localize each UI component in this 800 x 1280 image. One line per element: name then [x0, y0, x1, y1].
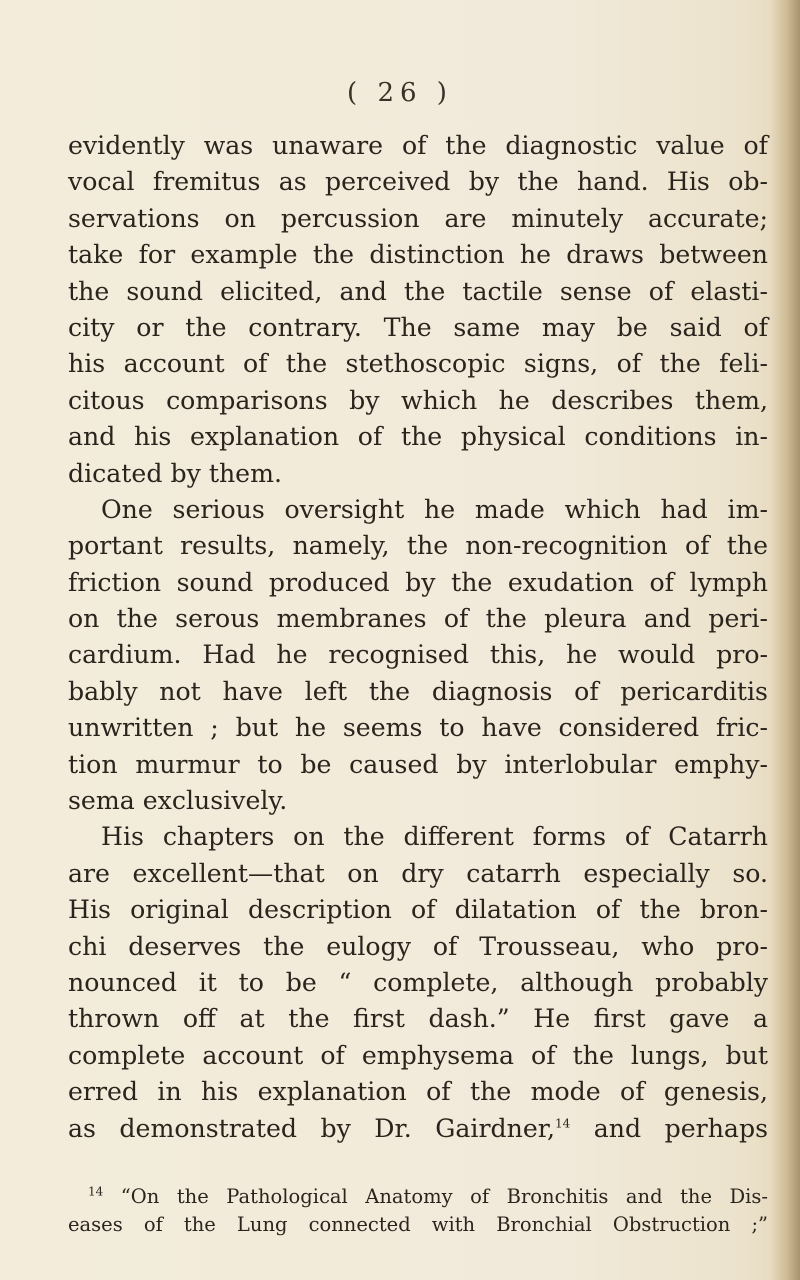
paragraph-start-line: One serious oversight he made which had im- — [101, 494, 768, 524]
line-text: as demonstrated by Dr. Gairdner, — [68, 1113, 556, 1143]
text-line: tion murmur to be caused by interlobular emphy- — [68, 749, 768, 779]
text-line: city or the contrary. The same may be said of — [68, 312, 768, 342]
text-line: are excellent—that on dry catarrh especially so. — [68, 858, 768, 888]
page-edge-shadow — [770, 0, 800, 1280]
footnote-line: eases of the Lung connected with Bronchial Obstruction ;” — [68, 1213, 768, 1236]
text-line: vocal fremitus as perceived by the hand. His ob- — [68, 167, 768, 197]
line-tail: and perhaps — [570, 1113, 768, 1143]
footnote — [68, 1183, 768, 1239]
text-line: dicated by them. — [68, 458, 282, 488]
text-line: sema exclusively. — [68, 786, 288, 816]
text-line: nounced it to be “ complete, although probably — [68, 967, 768, 997]
footnote-text: “On the Pathological Anatomy of Bronchitis and the Dis- — [103, 1185, 768, 1208]
text-line: unwritten ; but he seems to have considered fric- — [68, 713, 768, 743]
footnote-marker: 14 — [88, 1184, 104, 1199]
text-line: cardium. Had he recognised this, he would pro- — [68, 640, 768, 670]
text-line: chi deserves the eulogy of Trousseau, who pro- — [68, 931, 768, 961]
text-line: complete account of emphysema of the lungs, but — [68, 1040, 768, 1070]
text-line: erred in his explanation of the mode of genesis, — [68, 1077, 768, 1107]
text-line: evidently was unaware of the diagnostic value of — [68, 131, 768, 160]
body-text — [68, 128, 768, 1147]
text-line: his account of the stethoscopic signs, of the feli- — [68, 349, 768, 379]
text-line: take for example the distinction he draws between — [68, 240, 768, 270]
text-line: bably not have left the diagnosis of pericarditis — [68, 676, 768, 706]
footnote-line — [88, 1183, 768, 1211]
text-line: His original description of dilatation of the bron- — [68, 895, 768, 925]
footnote-reference: 14 — [555, 1116, 571, 1131]
text-line: the sound elicited, and the tactile sense of elasti- — [68, 276, 768, 306]
page-number: ( 26 ) — [347, 78, 453, 108]
text-line: and his explanation of the physical conditions in- — [68, 422, 768, 452]
text-line: portant results, namely, the non-recognition of the — [68, 531, 768, 561]
text-line: citous comparisons by which he describes them, — [68, 385, 768, 415]
text-line: thrown off at the first dash.” He first gave a — [68, 1004, 768, 1034]
text-line: servations on percussion are minutely accurate; — [68, 203, 768, 233]
text-line: on the serous membranes of the pleura and peri- — [68, 604, 768, 634]
text-line-with-footnote-ref — [68, 1111, 768, 1147]
text-line: friction sound produced by the exudation of lymph — [68, 567, 768, 597]
paragraph-start-line: His chapters on the different forms of Catarrh — [101, 822, 768, 852]
